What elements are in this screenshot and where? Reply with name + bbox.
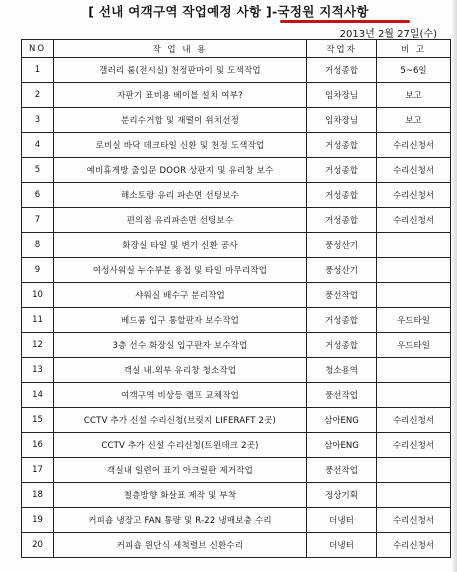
- table-header-row: [22, 40, 451, 58]
- table-row: [22, 508, 451, 533]
- table-row: [22, 233, 451, 258]
- row-number-cell: 18: [22, 483, 54, 508]
- row-number-cell: 17: [22, 458, 54, 483]
- worker-cell: 거성종합: [307, 208, 377, 233]
- table-row: [22, 358, 451, 383]
- row-number-cell: 6: [22, 183, 54, 208]
- worker-cell: 거성종합: [307, 308, 377, 333]
- worker-cell: 풍선작업: [307, 283, 377, 308]
- note-cell: 수리신청서: [377, 433, 451, 458]
- note-cell: [377, 383, 451, 408]
- table-row: [22, 208, 451, 233]
- note-cell: 수리신청서: [377, 183, 451, 208]
- table-row: [22, 458, 451, 483]
- task-description-cell: 편의점 유리파손면 선팅보수: [54, 208, 307, 233]
- table-row: [22, 183, 451, 208]
- row-number-cell: 5: [22, 158, 54, 183]
- worker-cell: 정상기획: [307, 483, 377, 508]
- row-number-cell: 11: [22, 308, 54, 333]
- worker-cell: 거성종합: [307, 133, 377, 158]
- note-cell: 보고: [377, 108, 451, 133]
- note-cell: 수리신청서: [377, 208, 451, 233]
- row-number-cell: 20: [22, 533, 54, 558]
- column-header-item: 작 업 내 용: [54, 40, 307, 58]
- page-edge-shadow: [451, 0, 457, 572]
- red-underline-mark: [280, 20, 410, 23]
- task-description-cell: 3층 선수 화장실 입구판자 보수작업: [54, 333, 307, 358]
- worker-cell: 임차장님: [307, 108, 377, 133]
- note-cell: [377, 458, 451, 483]
- row-number-cell: 8: [22, 233, 54, 258]
- column-header-note: 비 고: [377, 40, 451, 58]
- table-row: [22, 58, 451, 83]
- note-cell: 수리신청서: [377, 408, 451, 433]
- note-cell: [377, 283, 451, 308]
- row-number-cell: 10: [22, 283, 54, 308]
- row-number-cell: 4: [22, 133, 54, 158]
- row-number-cell: 7: [22, 208, 54, 233]
- table-row: [22, 283, 451, 308]
- title-highlight: 국정원 지적사항: [277, 4, 369, 19]
- worker-cell: 거성종합: [307, 158, 377, 183]
- row-number-cell: 9: [22, 258, 54, 283]
- task-description-cell: 예비휴게방 출입문 DOOR 상판지 및 유리창 보수: [54, 158, 307, 183]
- table-row: [22, 533, 451, 558]
- document-title: [0, 2, 457, 22]
- task-description-cell: 객실내 일련어 표기 아크릴판 제거작업: [54, 458, 307, 483]
- column-header-worker: 작업자: [307, 40, 377, 58]
- worker-cell: 임차장님: [307, 83, 377, 108]
- task-description-cell: 여객구역 비상등 램프 교체작업: [54, 383, 307, 408]
- worker-cell: 삼아ENG: [307, 408, 377, 433]
- task-description-cell: 화장실 타일 및 변기 신환 공사: [54, 233, 307, 258]
- table-row: [22, 158, 451, 183]
- row-number-cell: 16: [22, 433, 54, 458]
- table-body: [22, 58, 451, 558]
- row-number-cell: 14: [22, 383, 54, 408]
- note-cell: 수리신청서: [377, 158, 451, 183]
- worker-cell: 삼아ENG: [307, 433, 377, 458]
- column-header-no: NO: [22, 40, 54, 58]
- table-row: [22, 308, 451, 333]
- note-cell: [377, 258, 451, 283]
- task-description-cell: 객실 내.외부 유리창 청소작업: [54, 358, 307, 383]
- table-row: [22, 258, 451, 283]
- table-row: [22, 83, 451, 108]
- task-description-cell: 여성사워실 누수부분 용접 및 타일 마무리작업: [54, 258, 307, 283]
- row-number-cell: 13: [22, 358, 54, 383]
- note-cell: 우드타일: [377, 333, 451, 358]
- note-cell: [377, 483, 451, 508]
- note-cell: 5~6일: [377, 58, 451, 83]
- table-row: [22, 483, 451, 508]
- worker-cell: 거성종합: [307, 58, 377, 83]
- worker-cell: 풍선작업: [307, 383, 377, 408]
- note-cell: [377, 233, 451, 258]
- note-cell: 수리신청서: [377, 133, 451, 158]
- worker-cell: 더냉터: [307, 533, 377, 558]
- table-row: [22, 133, 451, 158]
- task-description-cell: CCTV 추가 신설 수리신청(트윈데크 2곳): [54, 433, 307, 458]
- note-cell: 수리신청서: [377, 508, 451, 533]
- task-description-cell: 로비실 바닥 데크타일 신환 및 천정 도색작업: [54, 133, 307, 158]
- worker-cell: 풍성산기: [307, 233, 377, 258]
- task-description-cell: 베드룸 입구 통할판자 보수작업: [54, 308, 307, 333]
- worker-cell: 더냉터: [307, 508, 377, 533]
- row-number-cell: 1: [22, 58, 54, 83]
- task-description-cell: 자판기 표비용 베이블 설치 여부?: [54, 83, 307, 108]
- task-description-cell: 해소토랑 유리 파손면 선팅보수: [54, 183, 307, 208]
- table-row: [22, 383, 451, 408]
- task-description-cell: 커피숍 냉장고 FAN 통량 및 R-22 냉매보충 수리: [54, 508, 307, 533]
- task-description-cell: 철층방향 화살표 제작 및 부착: [54, 483, 307, 508]
- row-number-cell: 3: [22, 108, 54, 133]
- row-number-cell: 12: [22, 333, 54, 358]
- table-row: [22, 333, 451, 358]
- document-date: 2013년 2월 27일(수): [339, 29, 437, 40]
- row-number-cell: 2: [22, 83, 54, 108]
- task-description-cell: 샤워실 배수구 분리작업: [54, 283, 307, 308]
- worker-cell: 거성종합: [307, 183, 377, 208]
- note-cell: [377, 358, 451, 383]
- worker-cell: 풍선작업: [307, 458, 377, 483]
- note-cell: 보고: [377, 83, 451, 108]
- row-number-cell: 15: [22, 408, 54, 433]
- worker-cell: 풍성산기: [307, 258, 377, 283]
- worker-cell: 거성종합: [307, 333, 377, 358]
- table-row: [22, 108, 451, 133]
- title-prefix: [ 선내 여객구역 작업예정 사항 ]-: [88, 4, 278, 19]
- row-number-cell: 19: [22, 508, 54, 533]
- table-row: [22, 408, 451, 433]
- note-cell: 우드타일: [377, 308, 451, 333]
- work-schedule-table: [21, 39, 451, 558]
- task-description-cell: 분리수거함 및 재떨이 위치선정: [54, 108, 307, 133]
- task-description-cell: CCTV 추가 신설 수리신청(브릿지 LIFERAFT 2곳): [54, 408, 307, 433]
- task-description-cell: 갤러리 룸(전시실) 천정판마이 및 도색작업: [54, 58, 307, 83]
- worker-cell: 청소용역: [307, 358, 377, 383]
- task-description-cell: 커피숍 원단식 세척렬브 신환수리: [54, 533, 307, 558]
- table-row: [22, 433, 451, 458]
- note-cell: 수리신청서: [377, 533, 451, 558]
